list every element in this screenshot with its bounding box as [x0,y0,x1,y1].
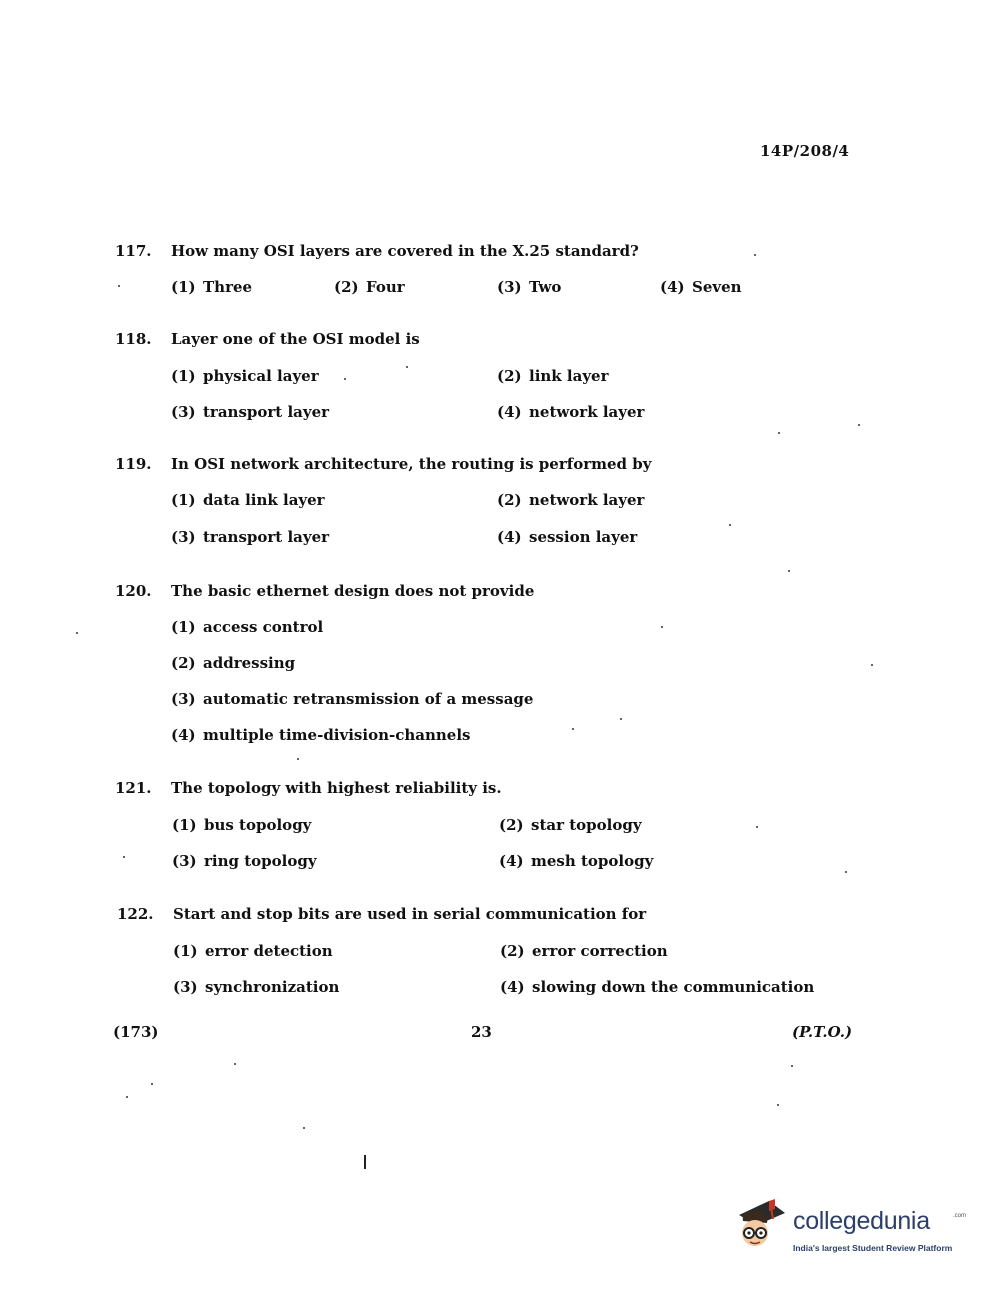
logo-tagline: India's largest Student Review Platform [793,1243,953,1253]
option-2: (2) star topology [499,816,642,834]
option-2: (2) addressing [171,654,296,672]
question-number: 119. [115,455,152,473]
option-2: (2) network layer [497,491,645,509]
booklet-code: (173) [113,1023,159,1041]
question-text: The topology with highest reliability is. [171,779,502,797]
option-3: (3) automatic retransmission of a message [171,690,534,708]
option-1: (1) Three [171,278,253,296]
option-4: (4) session layer [497,528,638,546]
option-1: (1) error detection [173,942,333,960]
question-number: 122. [117,905,154,923]
logo-suffix: .com [953,1213,967,1219]
question-number: 121. [115,779,152,797]
mascot-icon [735,1197,793,1257]
option-4: (4) slowing down the communication [500,978,815,996]
page-number: 23 [471,1023,492,1041]
option-3: (3) transport layer [171,403,330,421]
scan-mark [364,1155,366,1169]
option-3: (3) Two [497,278,562,296]
question-number: 120. [115,582,152,600]
question-number: 117. [115,242,152,260]
option-1: (1) data link layer [171,491,325,509]
option-3: (3) synchronization [173,978,340,996]
option-1: (1) physical layer [171,367,319,385]
pto-note: (P.T.O.) [792,1023,853,1041]
question-number: 118. [115,330,152,348]
option-1: (1) bus topology [172,816,312,834]
option-2: (2) error correction [500,942,668,960]
question-text: How many OSI layers are covered in the X.25 standard? [171,242,639,260]
question-text: The basic ethernet design does not provide [171,582,535,600]
option-2: (2) link layer [497,367,609,385]
option-4: (4) multiple time-division-channels [171,726,471,744]
option-3: (3) ring topology [172,852,317,870]
option-2: (2) Four [334,278,405,296]
option-4: (4) network layer [497,403,645,421]
collegedunia-logo [735,1197,965,1257]
option-3: (3) transport layer [171,528,330,546]
option-1: (1) access control [171,618,324,636]
question-text: Layer one of the OSI model is [171,330,420,348]
option-4: (4) Seven [660,278,742,296]
paper-code: 14P/208/4 [760,142,850,160]
question-text: In OSI network architecture, the routing is performed by [171,455,652,473]
option-4: (4) mesh topology [499,852,654,870]
logo-wordmark: collegedunia [793,1207,930,1235]
question-text: Start and stop bits are used in serial communication for [173,905,647,923]
